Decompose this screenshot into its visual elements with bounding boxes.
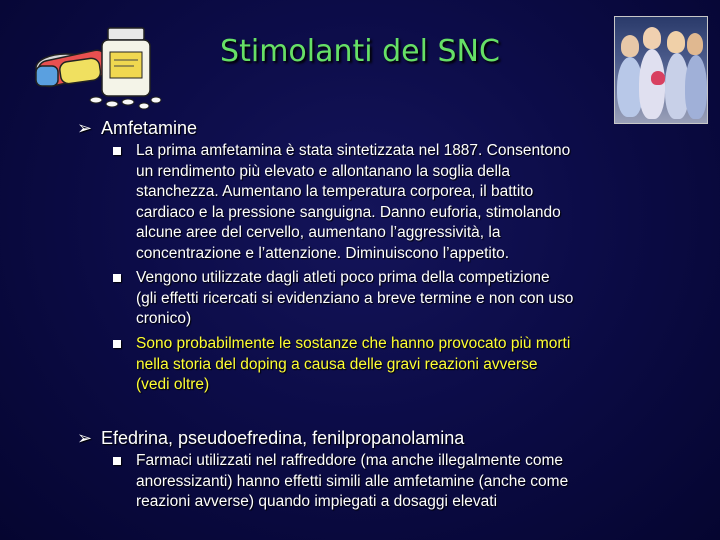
bullet-line: cardiaco e la pressione sanguigna. Danno euforia, stimolando bbox=[136, 203, 561, 221]
bullet-line: un rendimento più elevato e allontanano la soglia della bbox=[136, 162, 510, 180]
bullet-line: Farmaci utilizzati nel raffreddore (ma anche illegalmente come bbox=[136, 452, 564, 469]
square-bullet-icon bbox=[113, 147, 121, 155]
square-bullet-icon bbox=[113, 274, 121, 282]
square-bullet-icon bbox=[113, 457, 121, 465]
gymnasts-photo-icon bbox=[614, 16, 708, 124]
bullet-item bbox=[113, 268, 658, 331]
bullet-line: Sono probabilmente le sostanze che hanno provocato più morti bbox=[136, 335, 571, 352]
bullet-line: anoressizanti) hanno effetti simili alle amfetamine (anche come bbox=[136, 472, 569, 490]
slide-title: Stimolanti del SNC bbox=[220, 34, 500, 69]
bullet-line: nella storia del doping a causa delle gravi reazioni avverse bbox=[136, 355, 538, 373]
bullet-item-highlighted bbox=[113, 334, 658, 397]
bullet-line: (gli effetti ricercati si evidenziano a breve termine e non con uso bbox=[136, 289, 574, 307]
bullet-line: cronico) bbox=[136, 310, 192, 327]
section-heading-label: Efedrina, pseudoefredina, fenilpropanolamina bbox=[101, 428, 465, 448]
bullet-line: alcune aree del cervello, aumentano l’aggressività, la bbox=[136, 224, 501, 241]
section-heading-label: Amfetamine bbox=[101, 118, 198, 138]
arrow-bullet-icon: ➢ bbox=[77, 118, 93, 139]
bullet-line: La prima amfetamina è stata sintetizzata nel 1887. Consentono bbox=[136, 142, 571, 159]
bullet-line: stanchezza. Aumentano la temperatura corporea, il battito bbox=[136, 183, 534, 200]
bullet-line: Vengono utilizzate dagli atleti poco prima della competizione bbox=[136, 269, 550, 286]
bullet-line: (vedi oltre) bbox=[136, 376, 210, 393]
bullet-line: reazioni avverse) quando impiegati a dosaggi elevati bbox=[136, 493, 498, 510]
arrow-bullet-icon: ➢ bbox=[77, 428, 93, 449]
bullet-item bbox=[113, 451, 658, 514]
bullet-item bbox=[113, 141, 658, 266]
square-bullet-icon bbox=[113, 340, 121, 348]
bullet-line: concentrazione e l’attenzione. Diminuiscono l’appetito. bbox=[136, 244, 510, 262]
